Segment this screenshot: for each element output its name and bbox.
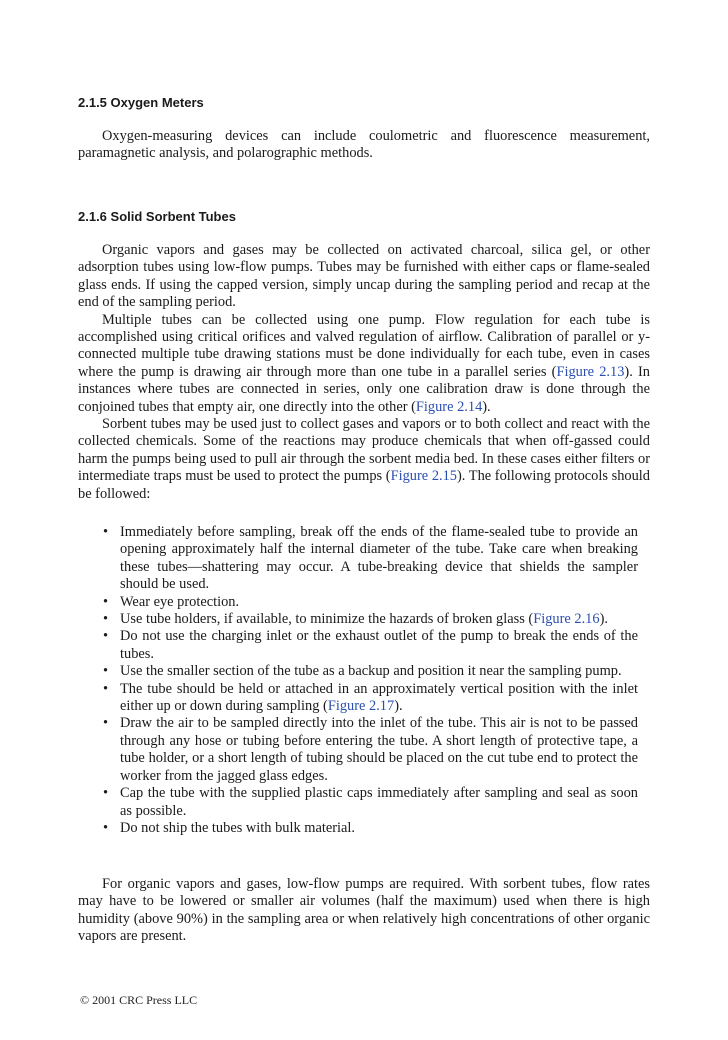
- paragraph: Organic vapors and gases may be collected on activated charcoal, silica gel, or other adsorption tubes using low-flow pumps. Tubes may be furnished with either caps or flame-sealed glass ends. If using the capped version, simply uncap during the sampling period and recap at the end of the sampling period.: [78, 242, 650, 311]
- oxygen-meters-text: [78, 128, 650, 163]
- bullet-icon: •: [103, 524, 109, 540]
- closing-text: [78, 876, 650, 946]
- bullet-icon: •: [103, 715, 109, 732]
- figure-link[interactable]: Figure 2.14: [415, 398, 483, 415]
- protocol-list: [100, 524, 638, 837]
- figure-link[interactable]: Figure 2.15: [390, 468, 457, 485]
- figure-link[interactable]: Figure 2.13: [556, 363, 625, 380]
- list-item: • Wear eye protection.: [103, 593, 240, 610]
- list-item: • Use the smaller section of the tube as a backup and position it near the sampling pump.: [103, 663, 622, 680]
- list-item: • Use tube holders, if available, to minimize the hazards of broken glass (Figure 2.16).: [103, 611, 608, 628]
- list-item: • Do not use the charging inlet or the exhaust outlet of the pump to break the ends of the tubes.: [103, 628, 638, 662]
- paragraph: Sorbent tubes may be used just to collect gases and vapors or to both collect and react with the collected chemicals. Some of the reactions may produce chemicals that when off-gassed could harm the pumps being used to pull air through the sorbent media bed. In these cases either filters or intermediate traps must be used to protect the pumps (Figure 2.15). The following protocols should be followed:: [78, 416, 650, 502]
- bullet-icon: •: [103, 593, 109, 610]
- paragraph: For organic vapors and gases, low-flow pumps are required. With sorbent tubes, flow rates may have to be lowered or smaller air volumes (half the maximum) used when there is high humidity (above 90%) in the sampling area or when relatively high concentrations of other organic vapors are present.: [78, 876, 650, 945]
- bullet-icon: •: [103, 680, 109, 697]
- list-item: • Cap the tube with the supplied plastic caps immediately after sampling and seal as soon as possible.: [103, 785, 638, 819]
- paragraph: Multiple tubes can be collected using one pump. Flow regulation for each tube is accomplished using critical orifices and valved regulation of airflow. Calibration of parallel or y-connected multiple tube drawing stations must be done individually for each tube, even in cases where the pump is drawing air through more than one tube in a parallel series (Figure 2.13). In instances where tubes are connected in series, only one calibration draw is done through the conjoined tubes that empty air, one directly into the other (Figure 2.14).: [78, 311, 651, 415]
- bullet-icon: •: [103, 611, 109, 628]
- bullet-icon: •: [103, 785, 109, 802]
- list-item: • The tube should be held or attached in an approximately vertical position with the inlet either up or down during sampling (Figure 2.17).: [103, 680, 638, 715]
- list-item: • Do not ship the tubes with bulk material.: [103, 819, 356, 836]
- figure-link[interactable]: Figure 2.17: [327, 698, 395, 715]
- sorbent-tubes-text: [78, 242, 650, 503]
- bullet-icon: •: [103, 819, 109, 836]
- list-item: • Immediately before sampling, break off the ends of the flame-sealed tube to provide an opening approximately half the internal diameter of the tube. Take care when breaking these tubes—shattering may occur. A tube-breaking device that shields the sampler should be used.: [103, 524, 638, 593]
- copyright-footer: © 2001 CRC Press LLC: [80, 993, 198, 1007]
- bullet-icon: •: [103, 663, 109, 680]
- figure-link[interactable]: Figure 2.16: [533, 611, 600, 628]
- section-heading-oxygen-meters: 2.1.5 Oxygen Meters: [78, 95, 204, 110]
- paragraph: Oxygen-measuring devices can include coulometric and fluorescence measurement, paramagnetic analysis, and polarographic methods.: [78, 128, 650, 162]
- list-item: • Draw the air to be sampled directly into the inlet of the tube. This air is not to be passed through any hose or tubing before entering the tube. A short length of protective tape, a tube holder, or a short length of tubing should be placed on the cut tube end to protect the worker from the jagged glass edges.: [103, 715, 638, 784]
- bullet-icon: •: [103, 628, 109, 645]
- section-heading-solid-sorbent-tubes: 2.1.6 Solid Sorbent Tubes: [78, 209, 236, 224]
